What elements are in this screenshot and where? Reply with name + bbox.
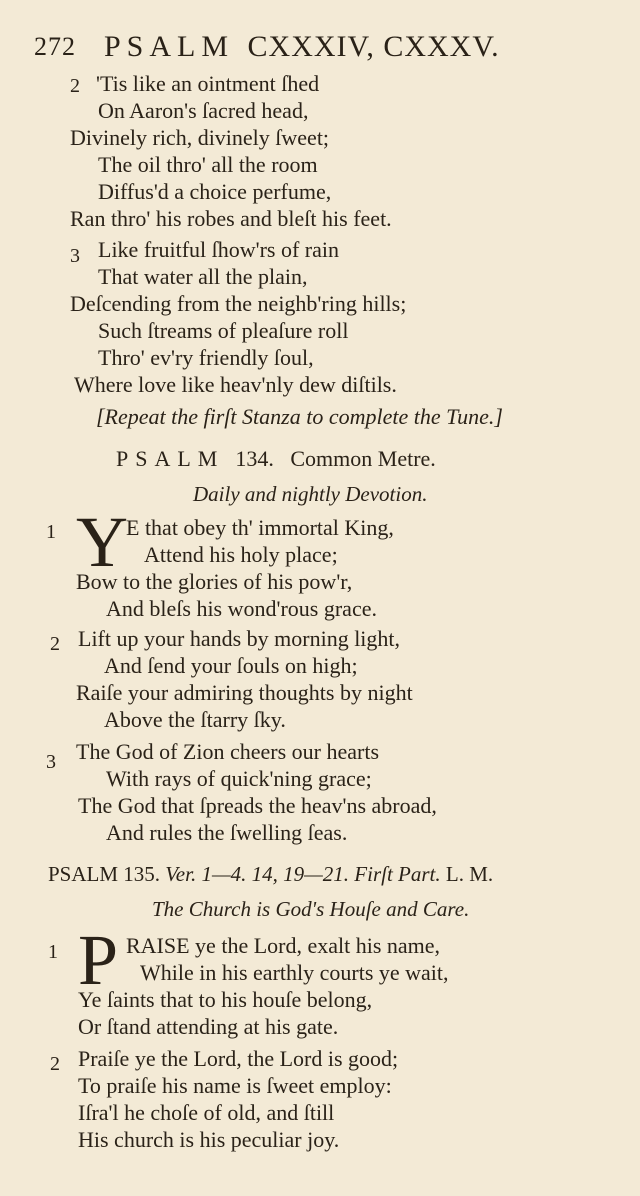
- verse-line: On Aaron's ſacred head,: [98, 98, 309, 123]
- verse-line: Attend his holy place;: [144, 542, 338, 567]
- drop-cap: Y: [76, 502, 128, 582]
- verse-line: And bleſs his wond'rous grace.: [106, 596, 377, 621]
- psalm-word: PSALM: [116, 446, 225, 471]
- running-title-word: PSALM: [104, 30, 235, 63]
- running-title-numerals: CXXXIV, CXXXV.: [247, 30, 500, 63]
- verse-line: Lift up your hands by morning light,: [78, 626, 401, 651]
- stanza-number: 2: [70, 75, 80, 97]
- verses-range: Ver. 1—4. 14, 19—21.: [165, 862, 350, 886]
- verse-line: His church is his peculiar joy.: [78, 1127, 340, 1152]
- psalm-subtitle: The Church is God's Houſe and Care.: [152, 897, 470, 921]
- stanza-number: 1: [46, 521, 56, 543]
- metre: L. M.: [445, 862, 494, 886]
- psalm-number: 134.: [235, 446, 274, 471]
- verse-line: And rules the ſwelling ſeas.: [106, 820, 348, 845]
- verse-line: Above the ſtarry ſky.: [104, 707, 286, 732]
- psalm-134-heading: [116, 446, 436, 472]
- verse-line: To praiſe his name is ſweet employ:: [78, 1073, 392, 1098]
- drop-cap: P: [78, 920, 119, 1000]
- running-title: [104, 30, 500, 64]
- stanza-number: 2: [50, 633, 60, 655]
- verse-line: Divinely rich, divinely ſweet;: [70, 125, 330, 150]
- verse-line: RAISE ye the Lord, exalt his name,: [126, 933, 441, 958]
- verse-line: Deſcending from the neighb'ring hills;: [70, 291, 407, 316]
- verse-line: Thro' ev'ry friendly ſoul,: [98, 345, 314, 370]
- verse-line: Praiſe ye the Lord, the Lord is good;: [78, 1046, 399, 1071]
- verse-line: The God that ſpreads the heav'ns abroad,: [78, 793, 437, 818]
- part-label: Firſt Part.: [354, 862, 441, 886]
- verse-line: Ran thro' his robes and bleſt his feet.: [70, 206, 392, 231]
- psalm-135-heading: [48, 862, 493, 887]
- repeat-instruction: [Repeat the firſt Stanza to complete the Tune.]: [96, 404, 503, 429]
- verse-line: Bow to the glories of his pow'r,: [76, 569, 353, 594]
- verse-line: That water all the plain,: [98, 264, 308, 289]
- verse-line: And ſend your ſouls on high;: [104, 653, 358, 678]
- verse-line: While in his earthly courts ye wait,: [140, 960, 449, 985]
- verse-line: Such ſtreams of pleaſure roll: [98, 318, 349, 343]
- stanza-number: 2: [50, 1053, 60, 1075]
- verse-line: Like fruitful ſhow'rs of rain: [98, 237, 340, 262]
- verse-line: 'Tis like an ointment ſhed: [96, 71, 320, 96]
- verse-line: The God of Zion cheers our hearts: [76, 739, 380, 764]
- running-head: [34, 30, 632, 64]
- verse-line: Where love like heav'nly dew diſtils.: [74, 372, 397, 397]
- psalm-subtitle: Daily and nightly Devotion.: [193, 482, 428, 506]
- verse-line: Raiſe your admiring thoughts by night: [76, 680, 413, 705]
- verse-line: Iſra'l he choſe of old, and ſtill: [78, 1100, 335, 1125]
- stanza-number: 3: [46, 751, 56, 773]
- page-number: 272: [34, 32, 76, 61]
- verse-line: Or ſtand attending at his gate.: [78, 1014, 339, 1039]
- psalm-number: PSALM 135.: [48, 862, 161, 886]
- verse-line: Diffus'd a choice perfume,: [98, 179, 332, 204]
- verse-line: The oil thro' all the room: [98, 152, 318, 177]
- verse-line: With rays of quick'ning grace;: [106, 766, 372, 791]
- stanza-number: 1: [48, 941, 58, 963]
- verse-line: E that obey th' immortal King,: [126, 515, 394, 540]
- metre: Common Metre.: [290, 446, 436, 471]
- verse-line: Ye ſaints that to his houſe belong,: [78, 987, 373, 1012]
- stanza-number: 3: [70, 245, 80, 267]
